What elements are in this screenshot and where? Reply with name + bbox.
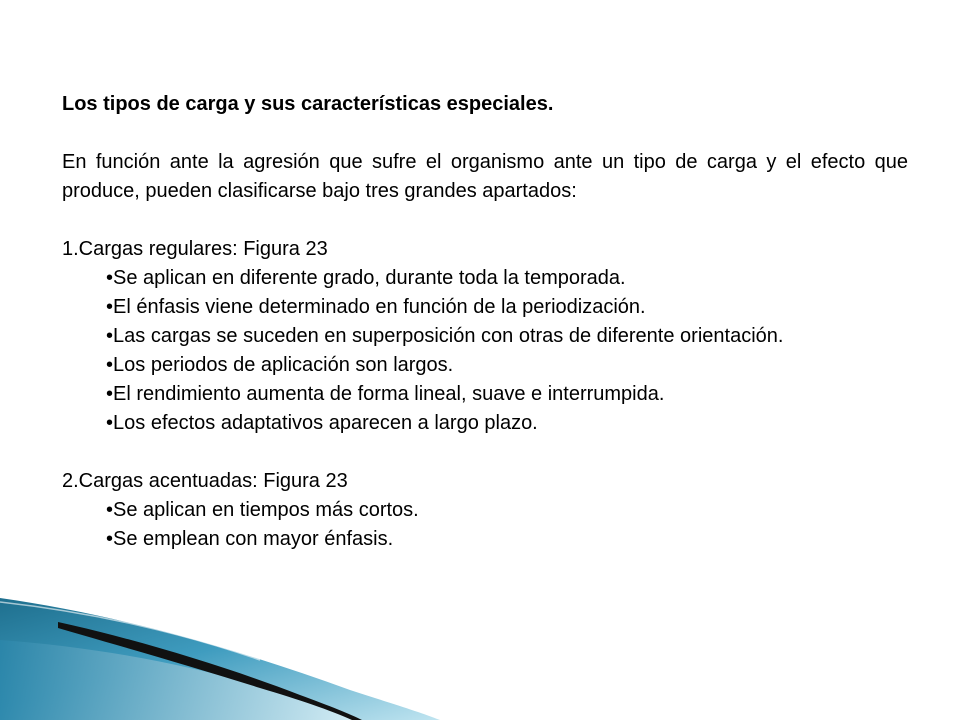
bullet-list-regular-loads bbox=[62, 264, 908, 438]
slide-content bbox=[62, 90, 908, 554]
section-heading-accentuated-loads: 2.Cargas acentuadas: Figura 23 bbox=[62, 470, 348, 492]
list-item-text: Los periodos de aplicación son largos. bbox=[113, 354, 454, 376]
list-item-text: El rendimiento aumenta de forma lineal, suave e interrumpida. bbox=[113, 383, 665, 405]
list-item bbox=[106, 264, 908, 293]
list-item bbox=[106, 525, 908, 554]
wave-ribbon bbox=[58, 622, 362, 720]
wave-highlight bbox=[0, 602, 260, 660]
bullet-icon: • bbox=[106, 499, 114, 521]
list-item-text: Los efectos adaptativos aparecen a largo plazo. bbox=[113, 412, 538, 434]
list-item-text: Se aplican en tiempos más cortos. bbox=[113, 499, 419, 521]
list-item-text: Se emplean con mayor énfasis. bbox=[113, 528, 394, 550]
bullet-icon: • bbox=[106, 267, 114, 289]
bullet-icon: • bbox=[106, 296, 114, 318]
list-item-text: Se aplican en diferente grado, durante toda la temporada. bbox=[113, 267, 626, 289]
wave-shape-front bbox=[0, 640, 352, 720]
bullet-icon: • bbox=[106, 412, 114, 434]
list-item bbox=[106, 293, 908, 322]
slide-title: Los tipos de carga y sus características especiales. bbox=[62, 93, 554, 115]
list-item-text: El énfasis viene determinado en función de la periodización. bbox=[113, 296, 646, 318]
list-item bbox=[106, 322, 908, 351]
bullet-icon: • bbox=[106, 325, 114, 347]
list-item bbox=[106, 351, 908, 380]
bullet-list-accentuated-loads bbox=[62, 496, 908, 554]
section-heading-regular-loads: 1.Cargas regulares: Figura 23 bbox=[62, 238, 328, 260]
list-item-text: Las cargas se suceden en superposición con otras de diferente orientación. bbox=[113, 325, 784, 347]
bullet-icon: • bbox=[106, 383, 114, 405]
bullet-icon: • bbox=[106, 528, 114, 550]
bullet-icon: • bbox=[106, 354, 114, 376]
list-item bbox=[106, 409, 908, 438]
list-item bbox=[106, 496, 908, 525]
wave-shape-back bbox=[0, 598, 440, 720]
list-item bbox=[106, 380, 908, 409]
intro-paragraph: En función ante la agresión que sufre el organismo ante un tipo de carga y el efecto que produce, pueden clasificarse bajo tres grandes apartados: bbox=[62, 151, 908, 202]
